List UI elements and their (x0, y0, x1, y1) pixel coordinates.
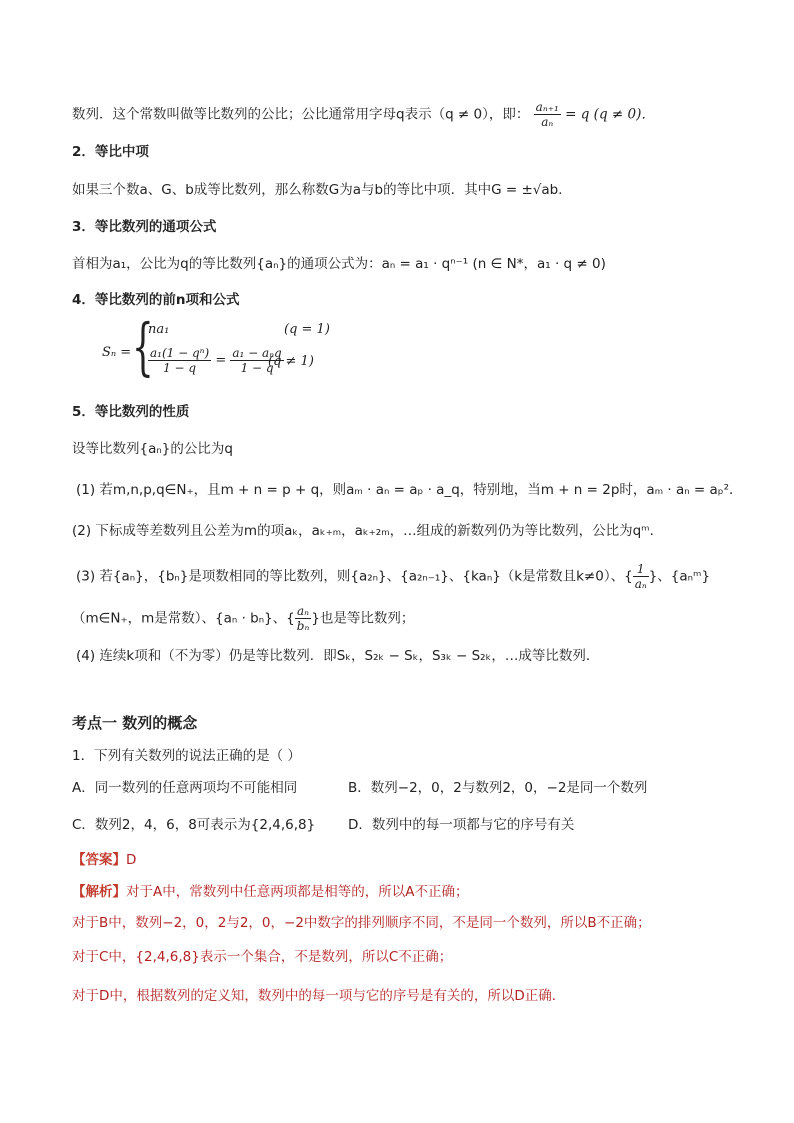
option-c: C．数列2，4，6，8可表示为{2,4,6,8} (72, 817, 316, 833)
sum-fraction-1 (148, 346, 211, 375)
exam-section-title: 考点一 数列的概念 (72, 714, 198, 732)
sum-label: Sₙ = (102, 345, 132, 360)
ratio-denominator: aₙ (541, 115, 554, 129)
property-3-fraction-b (295, 604, 312, 633)
analysis-line-4: 对于D中，根据数列的定义知，数列中的每一项与它的序号是有关的，所以D正确. (72, 988, 557, 1004)
geometric-mean-text: 如果三个数a、G、b成等比数列，那么称数G为a与b的等比中项．其中G = ±√ab． (72, 182, 572, 198)
sum-case-2 (148, 346, 284, 375)
property-3-text-b: （m∈N₊，m是常数）、{aₙ · bₙ}、{ (72, 610, 295, 627)
property-2: (2) 下标成等差数列且公差为m的项aₖ，aₖ₊ₘ，aₖ₊₂ₘ，…组成的新数列仍为等比数列，公比为qᵐ． (72, 523, 664, 539)
property-3-fraction-a-num: 1 (633, 562, 649, 577)
question-text: 1．下列有关数列的说法正确的是（ ） (72, 748, 301, 764)
sum-fraction-1-den: 1 − q (163, 361, 197, 375)
brace-symbol: { (132, 310, 154, 383)
general-term-text: 首相为a₁，公比为q的等比数列{aₙ}的通项公式为：aₙ = a₁ · qⁿ⁻¹ (n ∈ N*，a₁ · q ≠ 0) (72, 256, 606, 272)
analysis-text-1: 对于A中，常数列中任意两项都是相等的，所以A不正确； (126, 884, 469, 900)
property-3-line-1 (76, 562, 710, 591)
intro-text: 数列．这个常数叫做等比数列的公比；公比通常用字母q表示（q ≠ 0），即： (72, 106, 530, 123)
heading-general-term: 3．等比数列的通项公式 (72, 219, 217, 235)
property-3-fraction-b-den: bₙ (296, 619, 310, 633)
property-3-text-a-end: }、{aₙᵐ} (648, 568, 711, 585)
sum-fraction-2-den: 1 − q (240, 361, 274, 375)
heading-geometric-mean: 2．等比中项 (72, 144, 149, 160)
ratio-fraction (534, 100, 561, 129)
property-3-text-a: (3) 若{aₙ}，{bₙ}是项数相同的等比数列，则{a₂ₙ}、{a₂ₙ₋₁}、{kaₙ}（k是常数且k≠0）、{ (76, 568, 633, 585)
sum-fraction-2-num: a₁ − aₙq (232, 346, 282, 360)
property-3-fraction-a-den: aₙ (634, 577, 647, 591)
property-3-text-b-end: }也是等比数列； (311, 610, 415, 627)
ratio-numerator: aₙ₊₁ (535, 100, 559, 114)
heading-properties: 5．等比数列的性质 (72, 404, 190, 420)
sum-condition-1: (q = 1) (284, 322, 330, 337)
option-a: A．同一数列的任意两项均不可能相同 (72, 780, 298, 796)
answer-label: 【答案】 (72, 852, 126, 868)
ratio-rest: = q (q ≠ 0)． (565, 106, 655, 123)
properties-intro: 设等比数列{aₙ}的公比为q (72, 441, 233, 457)
intro-line (72, 100, 655, 129)
sum-condition-2: (q ≠ 1) (268, 354, 314, 369)
sum-case-1: na₁ (148, 322, 170, 337)
option-b: B．数列−2，0，2与数列2，0，−2是同一个数列 (348, 780, 648, 796)
option-d: D．数列中的每一项都与它的序号有关 (348, 817, 575, 833)
answer-value: D (126, 852, 137, 868)
property-3-fraction-b-num: aₙ (295, 604, 312, 619)
analysis-line-1 (72, 882, 468, 902)
property-3-fraction-a (633, 562, 649, 591)
property-1: (1) 若m,n,p,q∈N₊，且m + n = p + q，则aₘ · aₙ = aₚ · a_q，特别地，当m + n = 2p时，aₘ · aₙ = aₚ²． (76, 482, 743, 498)
analysis-label: 【解析】 (72, 884, 126, 900)
property-4: (4) 连续k项和（不为零）仍是等比数列．即Sₖ，S₂ₖ − Sₖ，S₃ₖ − S₂ₖ，…成等比数列． (76, 648, 600, 664)
answer-line (72, 850, 136, 870)
analysis-line-2: 对于B中，数列−2，0，2与2，0，−2中数字的排列顺序不同，不是同一个数列，所以B不正确； (72, 915, 651, 931)
sum-formula (102, 310, 402, 390)
sum-fraction-1-num: a₁(1 − qⁿ) (150, 346, 210, 360)
analysis-line-3: 对于C中，{2,4,6,8}表示一个集合，不是数列，所以C不正确； (72, 949, 453, 965)
heading-sum-formula: 4．等比数列的前n项和公式 (72, 292, 240, 308)
property-3-line-2 (72, 604, 414, 633)
sum-equals: = (215, 353, 227, 368)
